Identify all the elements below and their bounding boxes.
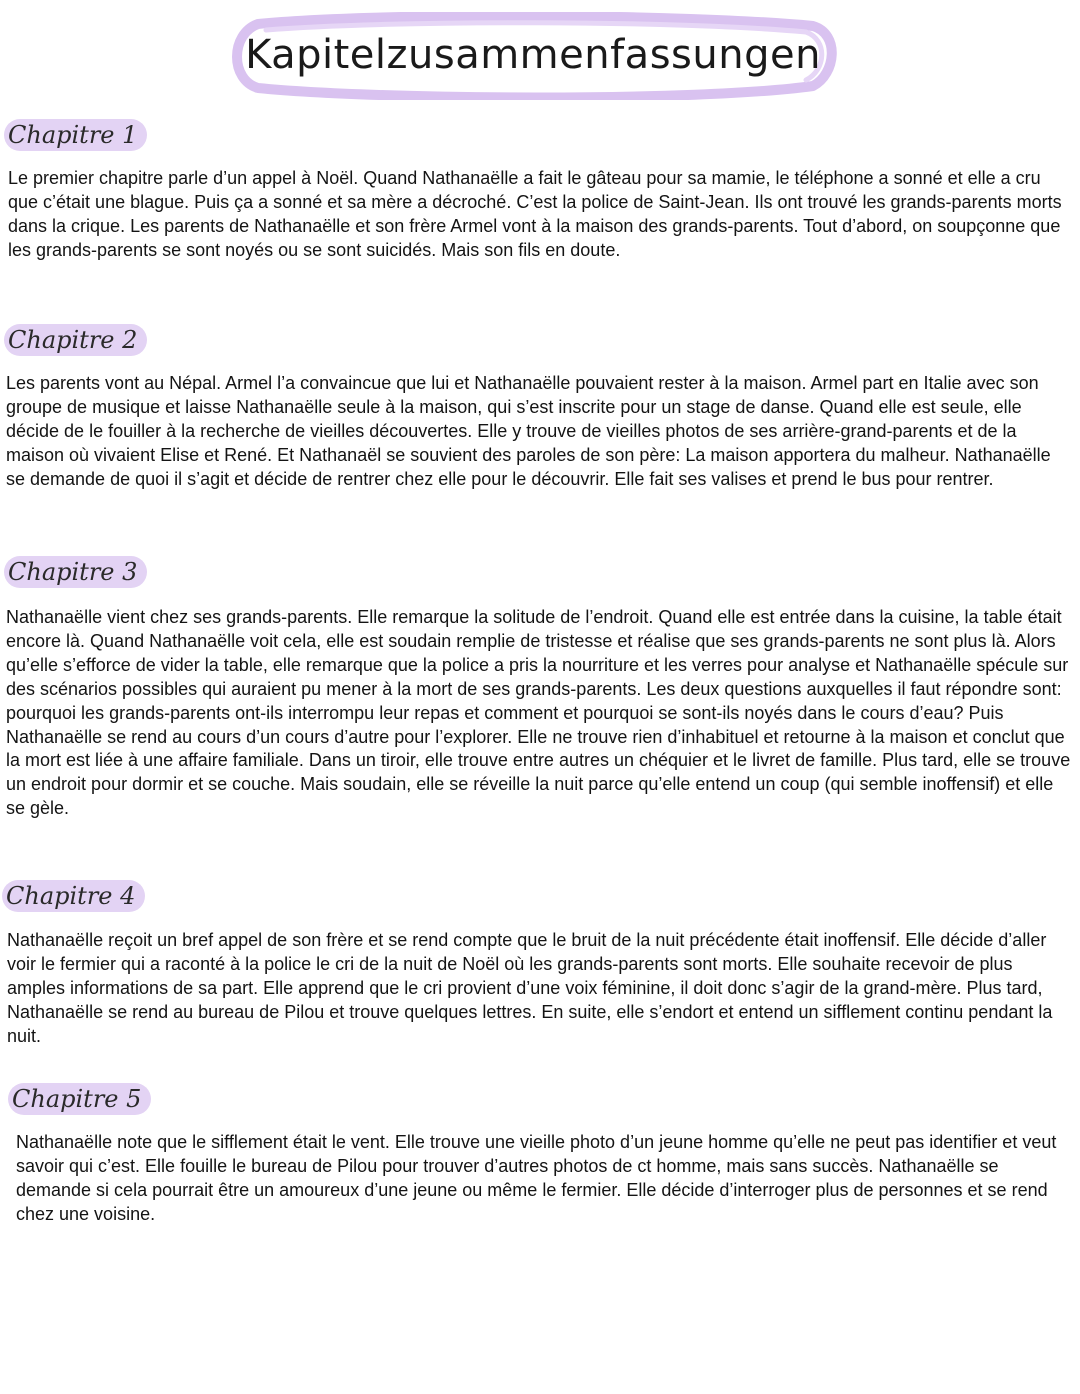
chapter-summary-2: Les parents vont au Népal. Armel l’a convaincue que lui et Nathanaëlle pouvaient rester à la maison. Armel part en Italie avec son groupe de musique et laisse Nathanaëlle seule à la maison, qui s’est inscrite pour un stage de danse. Quand elle est seule, elle décide de le fouiller à la recherche de vieilles découvertes. Elle y trouve de vieilles photos de ses arrière-grand-parents et de la maison où vivaient Elise et René. Et Nathanaël se souvient des paroles de son père: La maison apportera du malheur. Nathanaëlle se demande de quoi il s’agit et décide de rentrer chez elle pour le découvrir. Elle fait ses valises et prend le bus pour rentrer. bbox=[6, 373, 1051, 489]
title-banner bbox=[228, 12, 838, 100]
chapter-summary-5: Nathanaëlle note que le sifflement était le vent. Elle trouve une vieille photo d’un jeune homme qu’elle ne peut pas identifier et veut savoir qui c’est. Elle fouille le bureau de Pilou pour trouver d’autres photos de ct homme, mais sans succès. Nathanaëlle se demande si cela pourrait être un amoureux d’une jeune ou même le fermier. Elle décide d’interroger plus de personnes et se rend chez une voisine. bbox=[16, 1132, 1057, 1224]
chapter-summary-4: Nathanaëlle reçoit un bref appel de son frère et se rend compte que le bruit de la nuit précédente était inoffensif. Elle décide d’aller voir le fermier qui a raconté à la police le cri de la nuit de Noël où les grands-parents sont morts. Elle souhaite recevoir de plus amples informations de sa part. Elle apprend que le cri provient d’une voix féminine, il doit donc s’agir de la grand-mère. Plus tard, Nathanaëlle se rend au bureau de Pilou et trouve quelques lettres. En suite, elle s’endort et entend un sifflement continu pendant la nuit. bbox=[7, 930, 1053, 1046]
chapter-heading-1: Chapitre 1 bbox=[4, 119, 147, 151]
chapter-heading-4: Chapitre 4 bbox=[2, 880, 145, 912]
chapter-summary-3: Nathanaëlle vient chez ses grands-parents. Elle remarque la solitude de l’endroit. Quand elle est entrée dans la cuisine, la table était encore là. Quand Nathanaëlle voit cela, elle est soudain remplie de tristesse et réalise que ses grands-parents ne sont plus là. Alors qu’elle s’efforce de vider la table, elle remarque que la police a pris la nourriture et les verres pour analyse et Nathanaëlle spécule sur des scénarios possibles qui auraient pu mener à la mort de ses grands-parents. Les deux questions auxquelles il faut répondre sont: pourquoi les grands-parents ont-ils interrompu leur repas et comment et pourquoi se sont-ils noyés dans le cours d’eau? Puis Nathanaëlle se rend au cours d’un cours d’autre pour l’explorer. Elle ne trouve rien d’inhabituel et retourne à la maison et conclut que la mort est liée à une affaire familiale. Dans un tiroir, elle trouve entre autres un chéquier et le livret de famille. Plus tard, elle se trouve un endroit pour dormir et se couche. Mais soudain, elle se réveille la nuit parce qu’elle entend un coup (qui semble inoffensif) et elle se gèle. bbox=[6, 607, 1071, 819]
page-title: Kapitelzusammenfassungen bbox=[245, 32, 821, 78]
chapter-heading-5: Chapitre 5 bbox=[8, 1083, 151, 1115]
chapter-summary-1: Le premier chapitre parle d’un appel à Noël. Quand Nathanaëlle a fait le gâteau pour sa mamie, le téléphone a sonné et elle a cru que c’était une blague. Puis ça a sonné et sa mère a décroché. C’est la police de Saint-Jean. Ils ont trouvé les grands-parents morts dans la crique. Les parents de Nathanaëlle et son frère Armel vont à la maison des grands-parents. Tout d’abord, on soupçonne que les grands-parents se sont noyés ou se sont suicidés. Mais son fils en doute. bbox=[8, 168, 1062, 260]
chapter-heading-3: Chapitre 3 bbox=[4, 556, 147, 588]
chapter-heading-2: Chapitre 2 bbox=[4, 324, 147, 356]
